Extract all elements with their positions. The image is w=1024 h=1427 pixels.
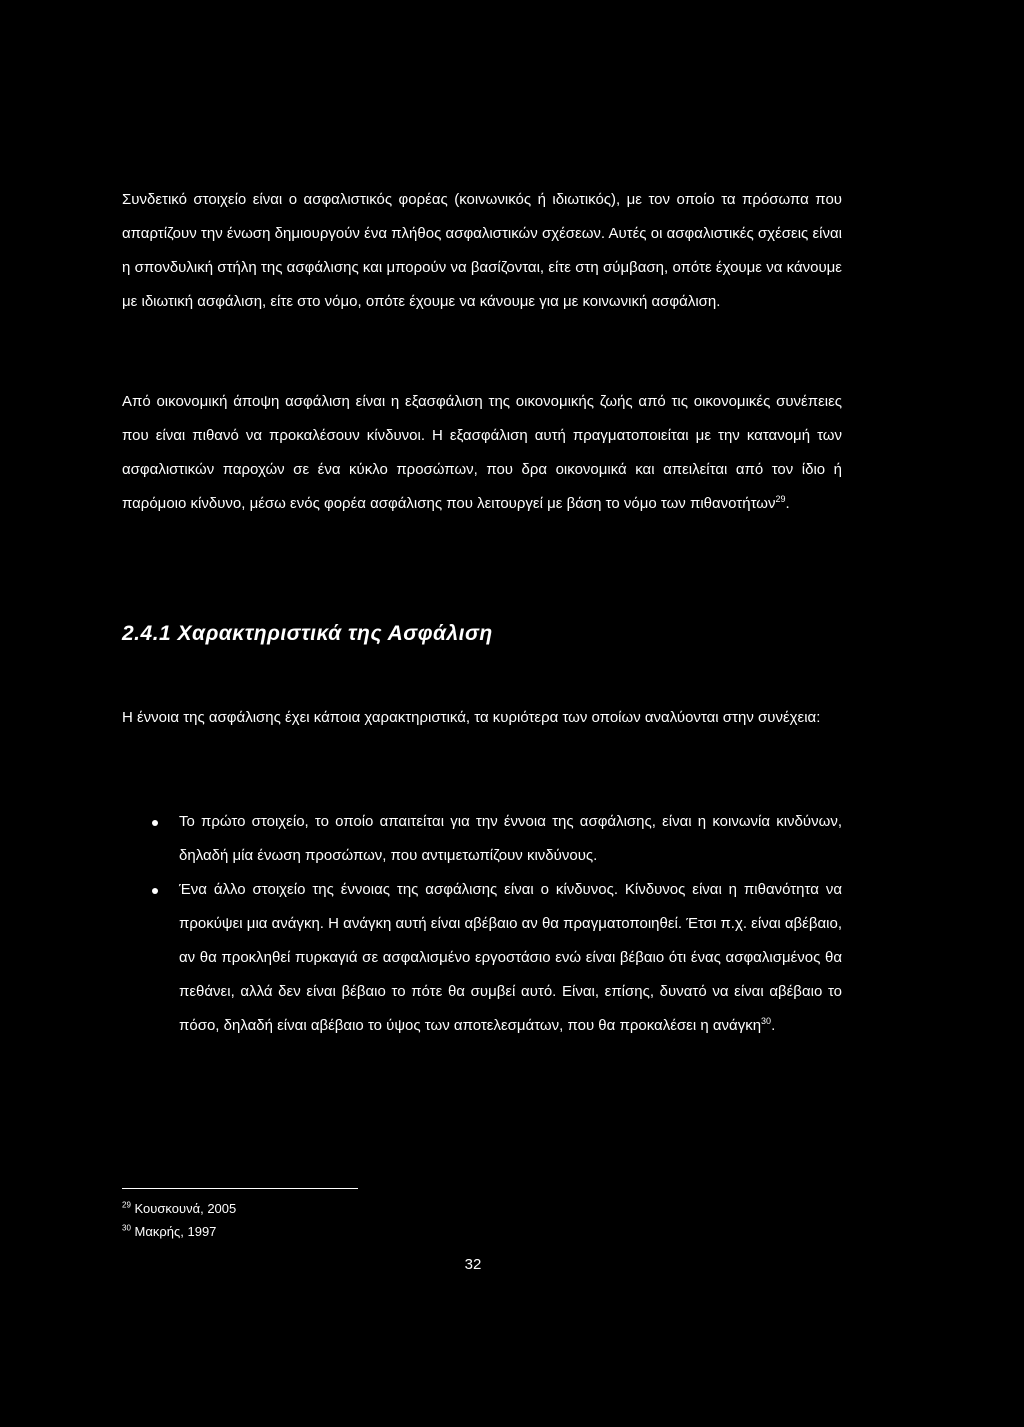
bullet-icon (152, 820, 158, 826)
footnote-reference[interactable]: 29 (775, 494, 786, 504)
footnote-reference[interactable]: 30 (761, 1016, 772, 1026)
paragraph-text: Από οικονομική άποψη ασφάλιση είναι η εξασφάλιση της οικονομικής ζωής από τις οικονομικές συνέπειες που είναι πιθανό να προκαλέσουν κίνδυνοι. Η εξασφάλιση αυτή πραγματοποιείται με την κατανομή των ασφαλιστικών παροχών σε ένα κύκλο προσώπων, που δρα οικονομικά και απειλείται από τον ίδιο ή παρόμοιο κίνδυνο, μέσω ενός φορέα ασφάλισης που λειτουργεί με βάση το νόμο των πιθανοτήτων (122, 393, 842, 512)
paragraph-economic-view (122, 385, 842, 521)
paragraph-insurance-carrier (122, 183, 842, 319)
footnote-29 (122, 1197, 236, 1220)
footnote-number: 30 (122, 1223, 131, 1233)
footnotes (122, 1197, 236, 1243)
section-heading: 2.4.1 Χαρακτηριστικά της Ασφάλιση (122, 622, 493, 645)
footnote-30 (122, 1220, 236, 1243)
list-item-text: Το πρώτο στοιχείο, το οποίο απαιτείται για την έννοια της ασφάλισης, είναι η κοινωνία κινδύνων, δηλαδή μία ένωση προσώπων, που αντιμετωπίζουν κινδύνους. (179, 813, 842, 864)
bullet-icon (152, 888, 158, 894)
list-item (152, 873, 842, 1043)
footnote-divider (122, 1188, 358, 1189)
list-item-text: Ένα άλλο στοιχείο της έννοιας της ασφάλισης είναι ο κίνδυνος. Κίνδυνος είναι η πιθανότητα να προκύψει μια ανάγκη. Η ανάγκη αυτή είναι αβέβαιο αν θα πραγματοποιηθεί. Έτσι π.χ. είναι αβέβαιο, αν θα προκληθεί πυρκαγιά σε ασφαλισμένο εργοστάσιο ενώ είναι βέβαιο ότι ένας ασφαλισμένος θα πεθάνει, αλλά δεν είναι βέβαιο το πότε θα συμβεί αυτό. Είναι, επίσης, δυνατό να είναι αβέβαιο το πόσο, δηλαδή είναι αβέβαιο το ύψος των αποτελεσμάτων, που θα προκαλέσει η ανάγκη (179, 881, 842, 1034)
paragraph-text: Συνδετικό στοιχείο είναι ο ασφαλιστικός φορέας (κοινωνικός ή ιδιωτικός), με τον οποίο τα πρόσωπα που απαρτίζουν την ένωση δημιουργούν ένα πλήθος ασφαλιστικών σχέσεων. Αυτές οι ασφαλιστικές σχέσεις είναι η σπονδυλική στήλη της ασφάλισης και μπορούν να βασίζονται, είτε στη σύμβαση, οπότε έχουμε να κάνουμε με ιδιωτική ασφάλιση, είτε στο νόμο, οπότε έχουμε να κάνουμε για με κοινωνική ασφάλιση. (122, 191, 842, 310)
footnote-number: 29 (122, 1200, 131, 1210)
paragraph-text: Η έννοια της ασφάλισης έχει κάποια χαρακτηριστικά, τα κυριότερα των οποίων αναλύονται στην συνέχεια: (122, 709, 821, 726)
footnote-text: Μακρής, 1997 (134, 1224, 217, 1239)
list-item (152, 805, 842, 873)
paragraph-characteristics-intro (122, 701, 842, 735)
characteristics-list (152, 805, 842, 1043)
list-item-end-punctuation: . (771, 1017, 776, 1034)
footnote-text: Κουσκουνά, 2005 (134, 1201, 237, 1216)
paragraph-end-punctuation: . (785, 495, 790, 512)
page-number: 32 (464, 1256, 482, 1273)
